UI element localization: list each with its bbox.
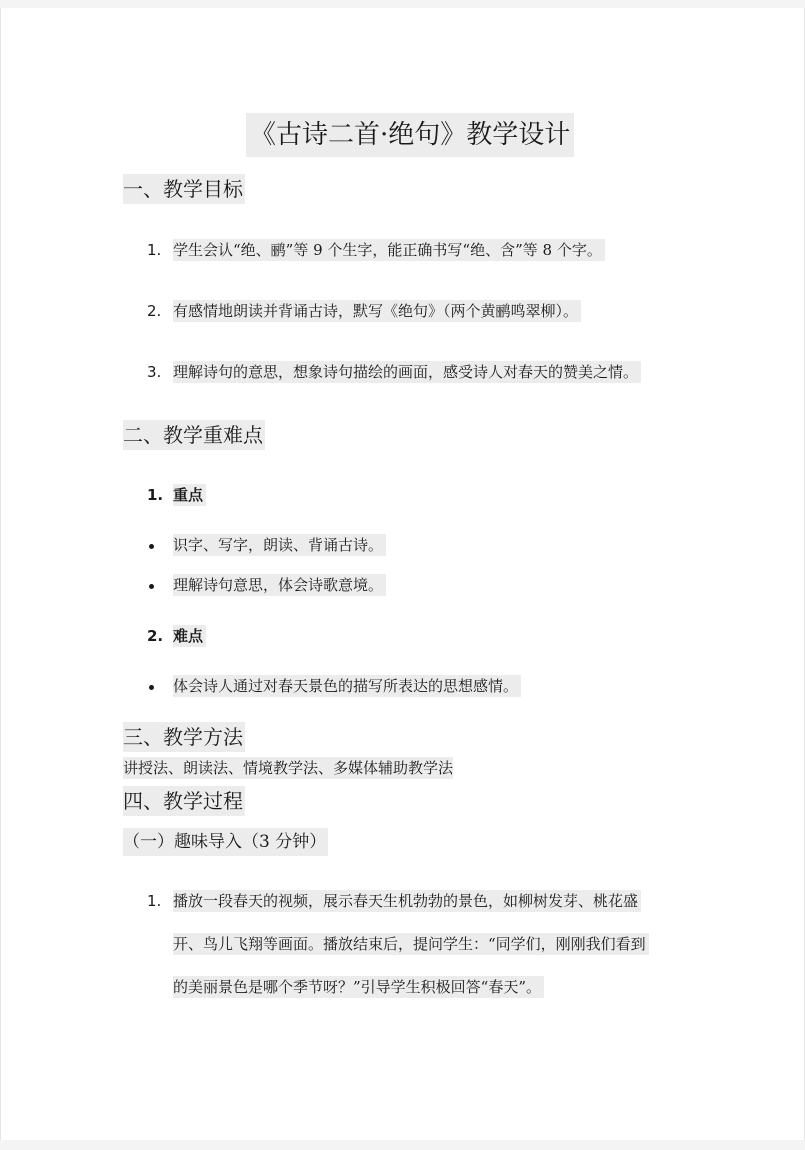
methods-text: 讲授法、朗读法、情境教学法、多媒体辅助教学法: [123, 759, 454, 777]
section-heading-goals: 一、教学目标: [123, 174, 245, 204]
goal-number: 1.: [147, 241, 162, 259]
bullet-icon: [149, 584, 154, 589]
keypoint-bullet: 识字、写字，朗读、背诵古诗。: [173, 534, 386, 556]
goal-number: 2.: [147, 302, 162, 320]
process-step-number: 1.: [147, 892, 162, 910]
goal-item: 学生会认“绝、鹂”等 9 个生字，能正确书写“绝、含”等 8 个字。: [173, 239, 605, 261]
goal-number: 3.: [147, 363, 162, 381]
section-heading-process: 四、教学过程: [123, 786, 245, 816]
difficult-label: 难点: [173, 625, 206, 647]
bullet-icon: [149, 685, 154, 690]
section-heading-keypoints: 二、教学重难点: [123, 420, 265, 450]
keypoint-label: 重点: [173, 484, 206, 506]
document-title: 《古诗二首·绝句》教学设计: [246, 113, 574, 157]
document-page: [0, 8, 805, 1140]
process-subheading: （一）趣味导入（3 分钟）: [123, 828, 328, 856]
section-heading-methods: 三、教学方法: [123, 722, 245, 752]
difficult-bullet: 体会诗人通过对春天景色的描写所表达的思想感情。: [173, 675, 521, 697]
keypoint-bullet: 理解诗句意思，体会诗歌意境。: [173, 574, 386, 596]
difficult-number: 2.: [147, 627, 164, 645]
process-step-line: 开、鸟儿飞翔等画面。播放结束后，提问学生：“同学们，刚刚我们看到: [173, 933, 649, 955]
goal-item: 理解诗句的意思，想象诗句描绘的画面，感受诗人对春天的赞美之情。: [173, 361, 641, 383]
process-step-line: 的美丽景色是哪个季节呀？”引导学生积极回答“春天”。: [173, 976, 544, 998]
bullet-icon: [149, 544, 154, 549]
goal-item: 有感情地朗读并背诵古诗，默写《绝句》（两个黄鹂鸣翠柳）。: [173, 300, 581, 322]
keypoint-number: 1.: [147, 486, 164, 504]
process-step-line: 播放一段春天的视频，展示春天生机勃勃的景色，如柳树发芽、桃花盛: [173, 890, 641, 912]
